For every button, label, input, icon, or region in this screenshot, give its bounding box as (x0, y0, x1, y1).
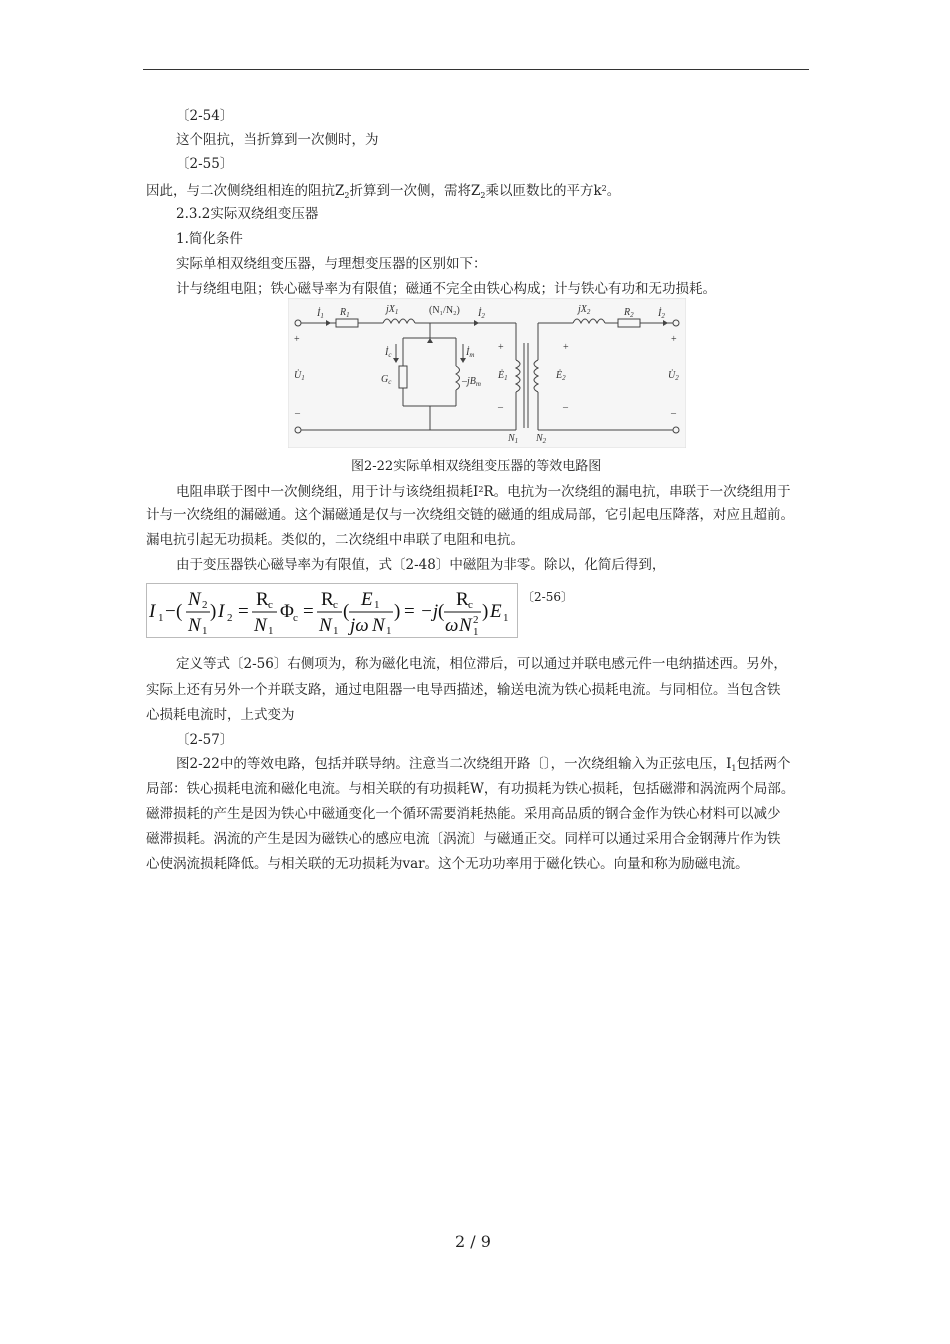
svg-text:c: c (333, 599, 338, 611)
text-line: 磁滞损耗的产生是因为铁心中磁通变化一个循环需要消耗热能。采用高品质的钢合金作为铁心材料可以减少 (146, 806, 781, 822)
svg-text:2: 2 (227, 612, 233, 624)
svg-text:2: 2 (202, 599, 208, 611)
label-n1: $N_1$ (508, 433, 519, 445)
svg-text:(: ( (343, 601, 350, 622)
text-line: 这个阻抗，当折算到一次侧时，为 (176, 132, 379, 148)
svg-text:N: N (372, 615, 385, 636)
svg-text:=: = (238, 601, 249, 622)
label-u1: $U̇_1$ (294, 370, 305, 382)
eq-number-2-57: 〔2-57〕 (176, 732, 234, 748)
svg-text:): ) (482, 601, 489, 622)
minus-sign: – (563, 402, 568, 413)
text-line: 定义等式〔2-56〕右侧项为，称为磁化电流，相位滞后，可以通过并联电感元件一电纳描述西。另外， (176, 656, 787, 672)
text-line: 心使涡流损耗降低。与相关联的无功损耗为var。这个无功功率用于磁化铁心。向量和称为励磁电流。 (146, 856, 749, 872)
svg-text:I: I (149, 601, 156, 622)
svg-text:R: R (456, 589, 469, 610)
svg-text:E: E (361, 589, 373, 610)
label-u2: $U̇_2$ (668, 370, 679, 382)
eq-number-2-56: 〔2-56〕 (522, 590, 573, 604)
minus-sign: – (498, 402, 503, 413)
svg-text:=: = (404, 601, 415, 622)
text-line: 计与绕组电阻；铁心磁导率为有限值；磁通不完全由铁心构成；计与铁心有功和无功损耗。 (176, 281, 716, 297)
svg-text:N: N (254, 615, 267, 636)
svg-text:1: 1 (473, 626, 479, 638)
svg-text:Φ: Φ (280, 601, 294, 622)
eq-number-2-54: 〔2-54〕 (176, 108, 234, 124)
svg-text:1: 1 (268, 625, 274, 637)
text-line: 局部：铁心损耗电流和磁化电流。与相关联的有功损耗W，有功损耗为铁心损耗，包括磁滞和涡流两个局部。 (146, 781, 795, 797)
label-jx2: $jX_2$ (578, 304, 591, 316)
text-line: 因此，与二次侧绕组相连的阻抗$Z_2$折算到一次侧，需将$Z_2$乘以匝数比的平方$k^2$。 (146, 183, 621, 200)
text-line: 实际单相双绕组变压器，与理想变压器的区别如下： (176, 256, 487, 272)
label-i2-primary: $İ_2$ (478, 308, 485, 320)
label-e2: $Ė_2$ (556, 370, 566, 382)
section-heading: 2.3.2实际双绕组变压器 (176, 206, 319, 222)
text-line: 磁滞损耗。涡流的产生是因为磁铁心的感应电流〔涡流〕与磁通正交。同样可以通过采用合金钢薄片作为铁 (146, 831, 781, 847)
svg-text:−j: −j (420, 601, 439, 622)
eq-number-2-55: 〔2-55〕 (176, 156, 234, 172)
equivalent-circuit-figure (288, 298, 686, 448)
text-line: 实际上还有另外一个并联支路，通过电阻器一电导西描述，输送电流为铁心损耗电流。与同相位。当包含铁 (146, 682, 781, 698)
svg-text:1: 1 (503, 612, 509, 624)
text-line: 图2-22中的等效电路，包括并联导纳。注意当二次绕组开路〔〕，一次绕组输入为正弦电压，$I_1$包括两个 (176, 756, 791, 773)
svg-text:E: E (490, 601, 502, 622)
svg-text:N: N (459, 615, 472, 636)
svg-text:I: I (218, 601, 225, 622)
svg-text:1: 1 (333, 625, 339, 637)
svg-text:=: = (303, 601, 314, 622)
svg-text:jω: jω (350, 615, 369, 636)
text-line: 由于变压器铁心磁导率为有限值，式〔2-48〕中磁阻为非零。除以，化简后得到， (176, 557, 666, 573)
plus-sign: + (498, 342, 504, 353)
svg-text:c: c (293, 612, 298, 624)
svg-text:c: c (268, 599, 273, 611)
svg-text:1: 1 (386, 625, 392, 637)
subsection-heading: 1.简化条件 (176, 231, 243, 247)
svg-text:1: 1 (374, 599, 380, 611)
svg-text:c: c (468, 599, 473, 611)
page-number: 2 / 9 (455, 1232, 491, 1251)
figure-caption: 图2-22实际单相双绕组变压器的等效电路图 (351, 459, 602, 474)
svg-text:R: R (321, 589, 334, 610)
text-line: 计与一次绕组的漏磁通。这个漏磁通是仅与一次绕组交链的磁通的组成局部，它引起电压降落，对应且超前。 (146, 507, 794, 523)
text-line: 电阻串联于图中一次侧绕组，用于计与该绕组损耗$I^2R$。电抗为一次绕组的漏电抗，串联于一次绕组用于 (176, 484, 791, 500)
svg-text:N: N (319, 615, 332, 636)
equation-2-56 (146, 583, 518, 638)
label-e1: $Ė_1$ (498, 370, 508, 382)
label-im: $İ_m$ (466, 347, 475, 359)
svg-text:2: 2 (473, 614, 479, 626)
svg-text:(: ( (176, 601, 183, 622)
label-i1: $İ_1$ (317, 308, 324, 320)
label-ic: $İ_c$ (385, 347, 392, 359)
svg-text:R: R (256, 589, 269, 610)
svg-text:N: N (188, 589, 201, 610)
svg-text:N: N (188, 615, 201, 636)
label-jx1: $jX_1$ (386, 304, 399, 316)
header-rule (143, 69, 809, 70)
minus-sign: – (671, 408, 676, 419)
svg-text:1: 1 (202, 625, 208, 637)
label-bm: $-jB_m$ (462, 376, 481, 388)
svg-text:−: − (165, 601, 176, 622)
label-r2: $R_2$ (624, 307, 634, 319)
text-line: 心损耗电流时，上式变为 (146, 707, 295, 723)
svg-text:1: 1 (158, 612, 164, 624)
label-n2: $N_2$ (536, 433, 547, 445)
svg-text:(: ( (438, 601, 445, 622)
plus-sign: + (671, 334, 677, 345)
minus-sign: – (295, 408, 300, 419)
svg-text:ω: ω (445, 615, 459, 636)
label-r1: $R_1$ (340, 307, 350, 319)
svg-text:): ) (210, 601, 217, 622)
plus-sign: + (563, 342, 569, 353)
svg-text:): ) (394, 601, 401, 622)
label-gc: $G_c$ (381, 374, 392, 386)
label-turns-ratio: (N₁/N₂) (429, 305, 460, 316)
text-line: 漏电抗引起无功损耗。类似的，二次绕组中串联了电阻和电抗。 (146, 532, 524, 548)
label-i2-secondary: $İ_2$ (658, 308, 665, 320)
plus-sign: + (294, 334, 300, 345)
